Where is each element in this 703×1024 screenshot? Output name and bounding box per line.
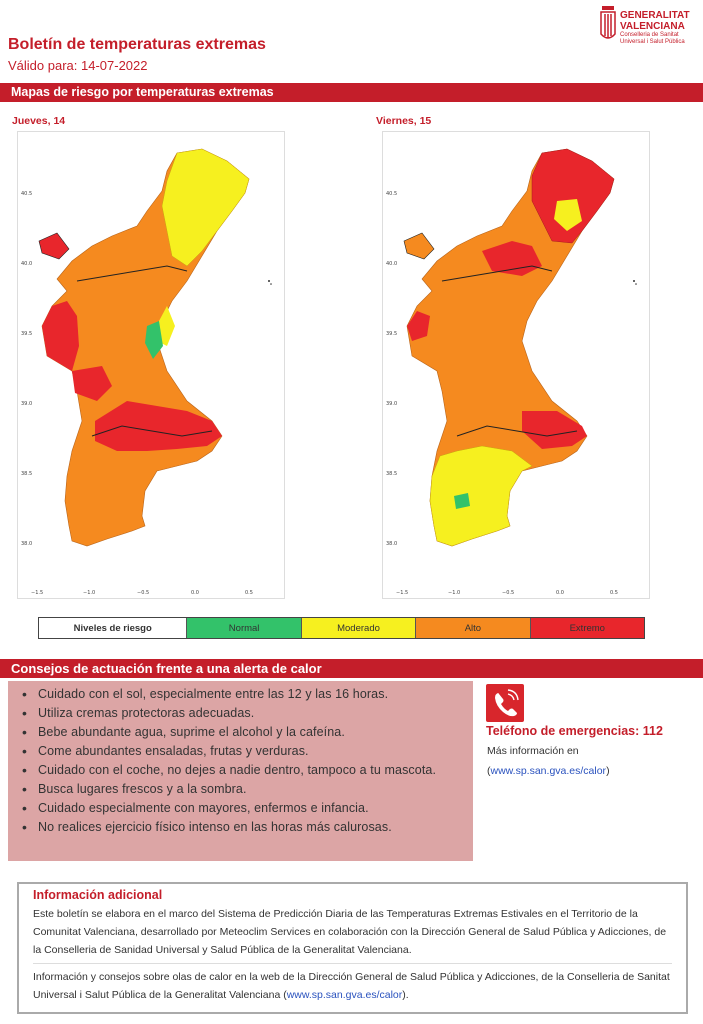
y-tick: 40.0 <box>21 261 33 267</box>
x-tick: −0.5 <box>502 590 515 596</box>
legend-normal: Normal <box>187 618 301 638</box>
list-item: • Come abundantes ensaladas, frutas y verduras. <box>22 742 473 761</box>
x-tick: −1.5 <box>31 590 44 596</box>
more-info-label: Más información en <box>487 745 579 757</box>
risk-legend <box>38 617 645 639</box>
phone-icon <box>486 684 524 722</box>
logo-sub-2: Universal i Salut Pública <box>620 39 685 45</box>
info-title: Información adicional <box>33 888 163 902</box>
info-paragraph-1: Este boletín se elabora en el marco del Sistema de Predicción Diaria de las Temperaturas Extremas Estivales en el Territorio de la Comunitat Valenciana, desarrollado por Meteoclim Services en colaboración con la Dirección General de Salud Pública y Adicciones, de la Conselleria de Sanidad Universal y Salud Pública de la Generalitat Valenciana. <box>33 908 667 956</box>
link-paren-open: ( <box>487 765 491 777</box>
risk-map-thursday-svg <box>17 131 285 599</box>
x-tick: 0.0 <box>191 590 199 596</box>
additional-info-box <box>17 882 688 1014</box>
y-tick: 40.5 <box>386 191 398 197</box>
more-info-link-line <box>487 765 610 777</box>
validity-date: Válido para: 14-07-2022 <box>8 58 148 73</box>
risk-map-friday <box>382 131 650 599</box>
x-tick: −1.0 <box>448 590 461 596</box>
emergency-phone: Teléfono de emergencias: 112 <box>486 724 663 738</box>
legend-moderado: Moderado <box>302 618 416 638</box>
logo-line-2: VALENCIANA <box>620 21 685 32</box>
y-tick: 39.5 <box>386 331 398 337</box>
map-label-thursday: Jueves, 14 <box>12 115 66 127</box>
y-tick: 38.0 <box>386 541 398 547</box>
divider <box>33 963 672 964</box>
bulletin-title: Boletín de temperaturas extremas <box>8 36 266 53</box>
legend-extremo: Extremo <box>531 618 644 638</box>
y-tick: 38.0 <box>21 541 33 547</box>
y-tick: 38.5 <box>386 471 398 477</box>
list-item: • No realices ejercicio físico intenso en las horas más calurosas. <box>22 818 473 837</box>
list-item: • Bebe abundante agua, suprime el alcohol y la cafeína. <box>22 723 473 742</box>
legend-title: Niveles de riesgo <box>39 618 187 638</box>
info-paragraph-2: Información y consejos sobre olas de calor en la web de la Dirección General de Salud Pública y Adicciones, de la Conselleria de Sanitat Universal i Salut Pública de la Generalitat Valenciana (www.sp.san.gva.es/calor). <box>33 971 670 1001</box>
risk-map-thursday <box>17 131 285 599</box>
advice-section-heading: Consejos de actuación frente a una alerta de calor <box>0 659 703 678</box>
y-tick: 40.0 <box>386 261 398 267</box>
x-tick: −0.5 <box>137 590 150 596</box>
link-paren-close: ) <box>606 765 610 777</box>
info-link[interactable]: www.sp.san.gva.es/calor <box>286 989 403 1001</box>
maps-section-heading: Mapas de riesgo por temperaturas extremas <box>0 83 703 102</box>
risk-map-friday-svg <box>382 131 650 599</box>
y-tick: 39.0 <box>21 401 33 407</box>
list-item: • Cuidado especialmente con mayores, enfermos e infancia. <box>22 799 473 818</box>
x-tick: −1.0 <box>83 590 96 596</box>
x-tick: −1.5 <box>396 590 409 596</box>
list-item: • Busca lugares frescos y a la sombra. <box>22 780 473 799</box>
coat-of-arms-icon <box>598 4 618 48</box>
y-tick: 40.5 <box>21 191 33 197</box>
y-tick: 39.0 <box>386 401 398 407</box>
x-tick: 0.0 <box>556 590 564 596</box>
x-tick: 0.5 <box>245 590 253 596</box>
list-item: • Utiliza cremas protectoras adecuadas. <box>22 704 473 723</box>
y-tick: 39.5 <box>21 331 33 337</box>
legend-alto: Alto <box>416 618 530 638</box>
generalitat-logo <box>598 2 698 56</box>
map-label-friday: Viernes, 15 <box>376 115 432 127</box>
x-tick: 0.5 <box>610 590 618 596</box>
list-item: • Cuidado con el coche, no dejes a nadie dentro, tampoco a tu mascota. <box>22 761 473 780</box>
calor-link[interactable]: www.sp.san.gva.es/calor <box>490 765 607 777</box>
advice-box <box>8 681 473 861</box>
advice-list <box>22 685 473 837</box>
list-item: • Cuidado con el sol, especialmente entre las 12 y las 16 horas. <box>22 685 473 704</box>
logo-line-1: GENERALITAT <box>620 10 690 21</box>
y-tick: 38.5 <box>21 471 33 477</box>
logo-sub-1: Conselleria de Sanitat <box>620 32 679 38</box>
